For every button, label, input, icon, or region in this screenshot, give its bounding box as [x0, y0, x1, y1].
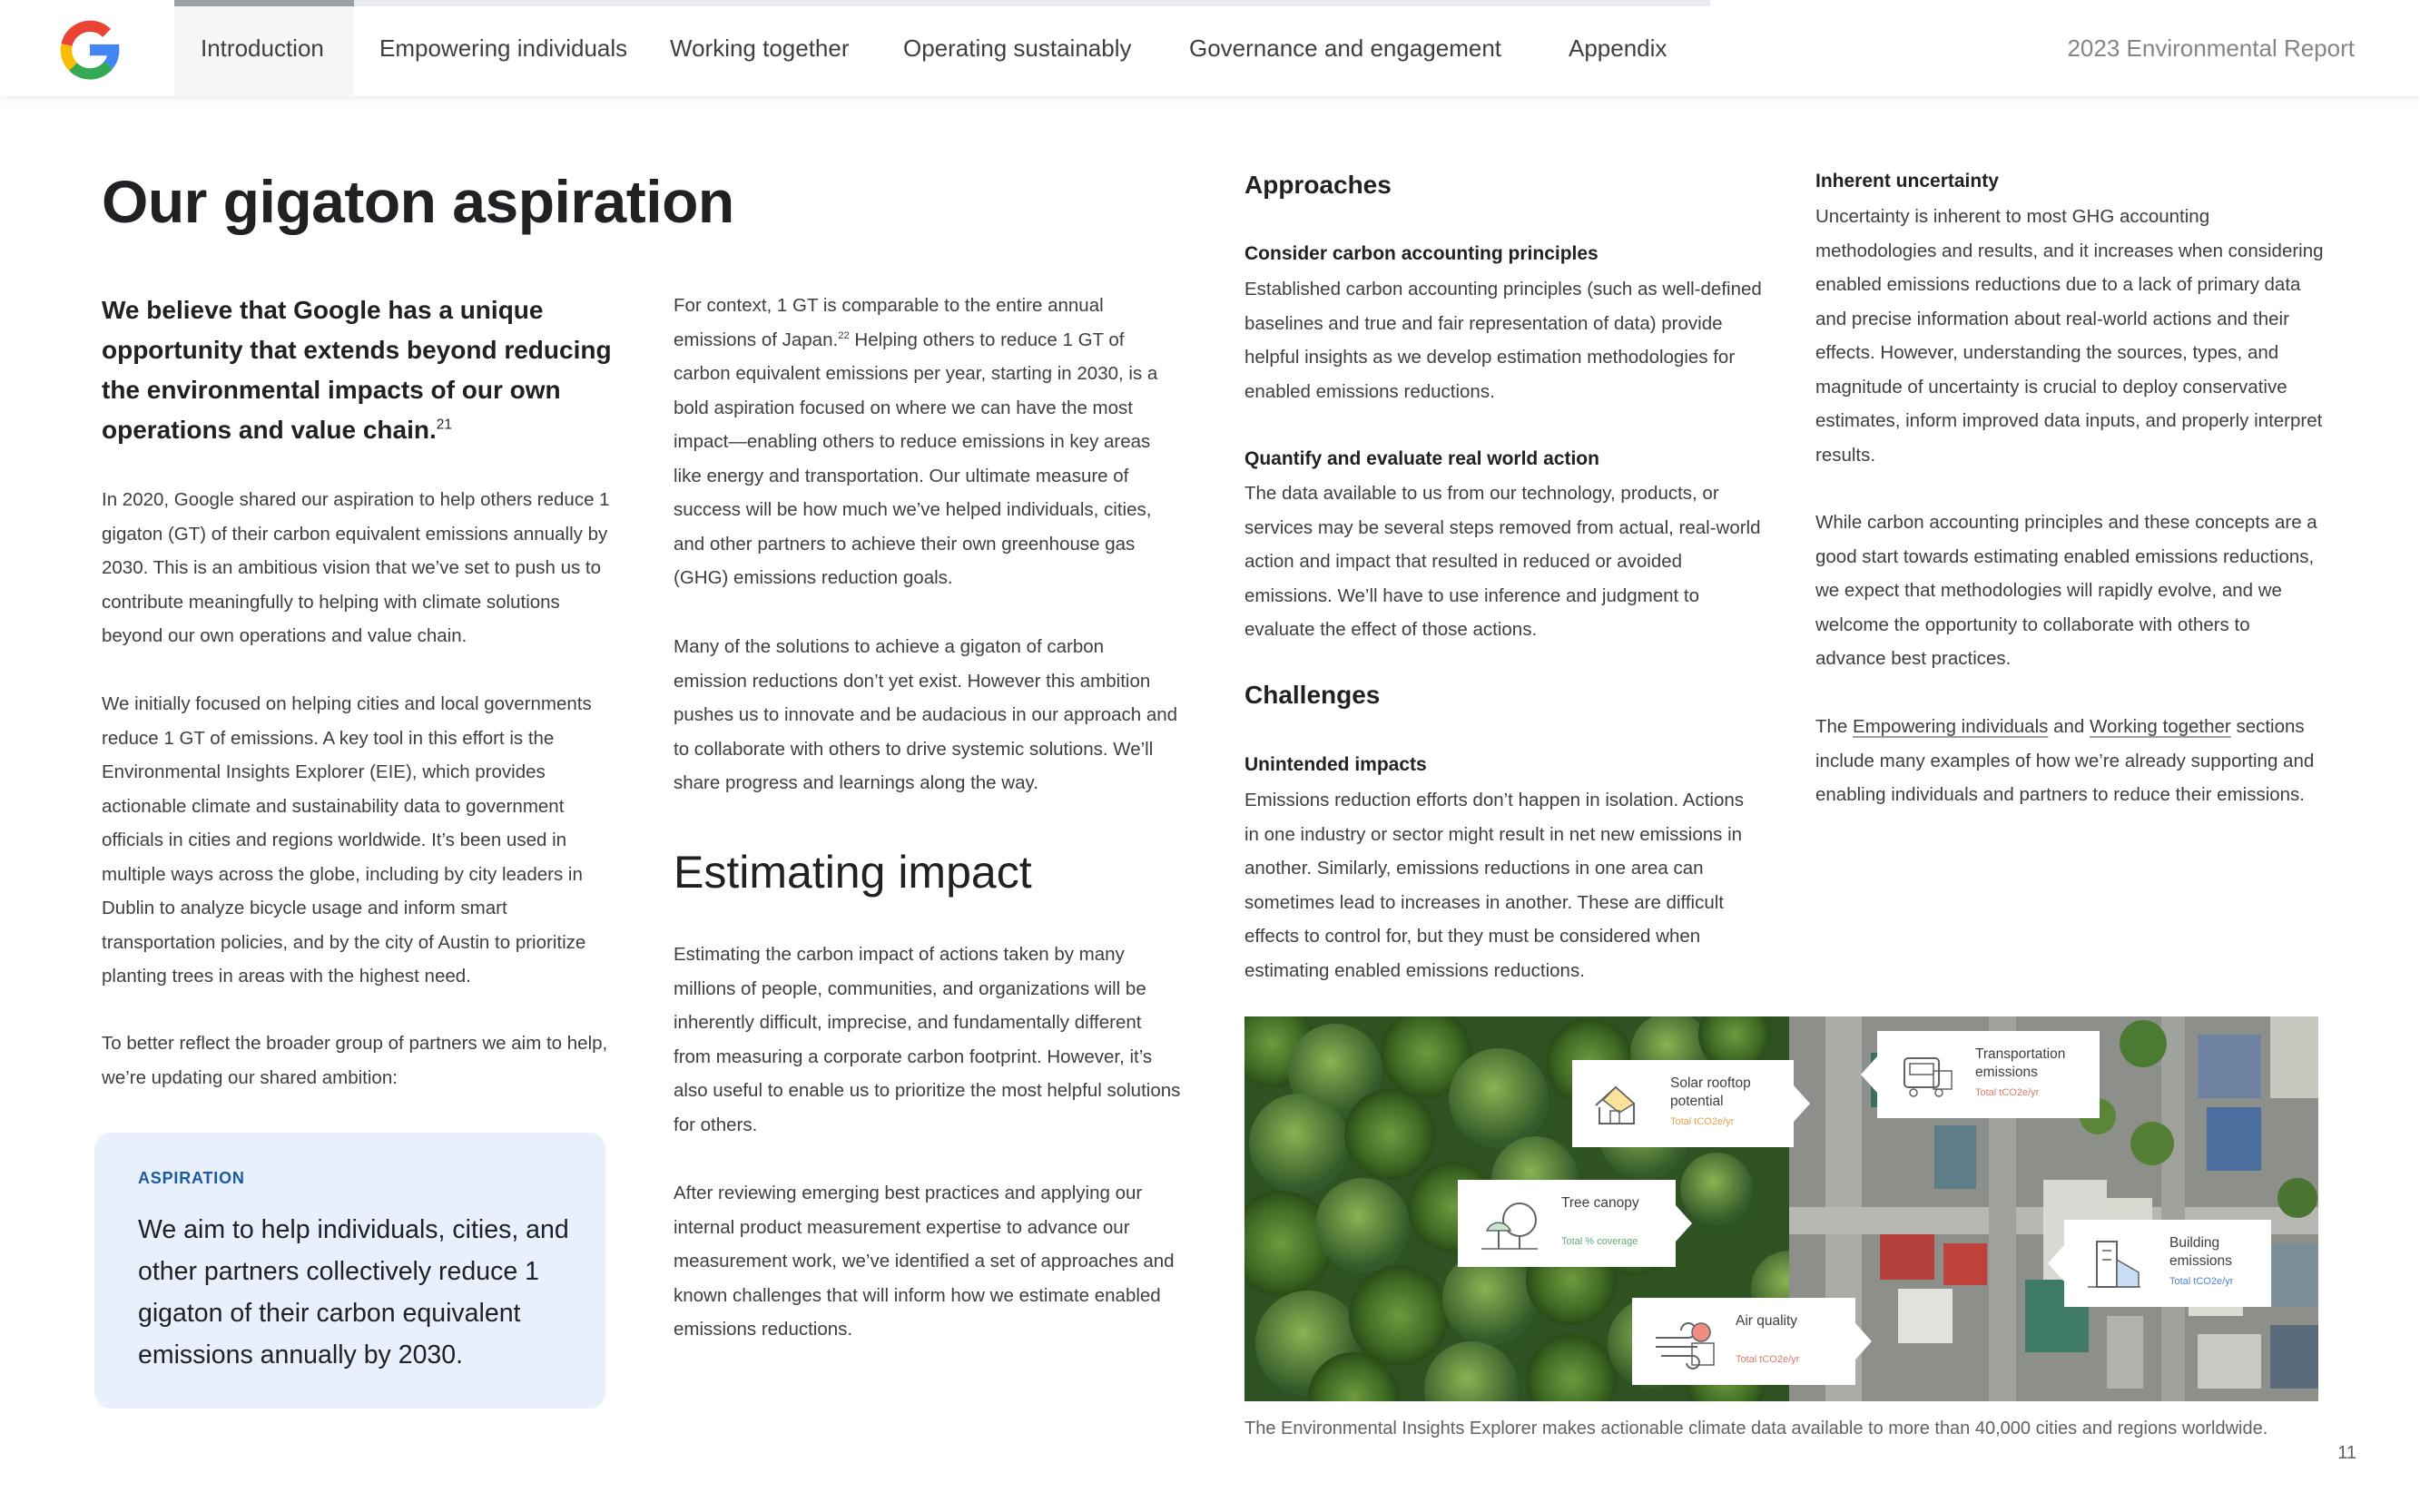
air-quality-card[interactable] [1632, 1298, 1855, 1385]
lede-text: We believe that Google has a unique opportunity that extends beyond reducing the environmental impacts of our own operations and value chain. [102, 296, 612, 444]
estimating-paragraph-2: After reviewing emerging best practices and applying our internal product measurement expertise to advance our measurement work, we’ve identified a set of approaches and known challenges that will inform how we estimate enabled emissions reductions. [674, 1183, 1175, 1340]
tree-canopy-card[interactable] [1458, 1180, 1676, 1267]
quantify-heading: Quantify and evaluate real world action [1244, 448, 1599, 469]
page-title: Our gigaton aspiration [102, 168, 734, 235]
transportation-subtitle: Total tCO2e/yr [1975, 1087, 2040, 1098]
methodologies-paragraph: While carbon accounting principles and these concepts are a good start towards estimating enabled emissions reductions, we expect that methodologies will rapidly evolve, and we welcome the opportunity to collaborate with others to advance best practices. [1815, 512, 2317, 669]
intro-paragraph-2: We initially focused on helping cities and local governments reduce 1 GT of emissions. A key tool in this effort is the Environmental Insights Explorer (EIE), which provides actionable climate and sustainability data to government officials in cities and regions worldwide. It’s been used in multiple ways across the globe, including by city leaders in Dublin to analyze bicycle usage and inform smart transportation policies, and by the city of Austin to prioritize planting trees in areas with the highest need. [102, 693, 592, 987]
solutions-paragraph: Many of the solutions to achieve a gigaton of carbon emission reductions don’t yet exist. However this ambition pushes us to innovate and be audacious in our approach and to collaborate with others to drive systemic solutions. We’ll share progress and learnings along the way. [674, 636, 1178, 793]
empowering-individuals-link[interactable]: Empowering individuals [1853, 716, 2049, 737]
sections-text-a: The [1815, 716, 1854, 737]
bus-icon [1899, 1051, 1957, 1100]
aspiration-text: We aim to help individuals, cities, and other partners collectively reduce 1 gigaton of their carbon equivalent emissions annually by 2030. [138, 1215, 569, 1370]
air-quality-title: Air quality [1736, 1313, 1798, 1329]
active-tab-indicator [174, 0, 354, 6]
sections-paragraph [1815, 710, 2324, 812]
building-emissions-title: Building emissions [2169, 1235, 2232, 1269]
intro-paragraph-1: In 2020, Google shared our aspiration to help others reduce 1 gigaton (GT) of their carbon equivalent emissions annually by 2030. This is an ambitious vision that we’ve set to push us to contribute meaningfully to helping with climate solutions beyond our own operations and value chain. [102, 489, 610, 646]
report-title: 2023 Environmental Report [2067, 34, 2355, 62]
aerial-city-photo [1244, 1016, 2318, 1401]
air-quality-subtitle: Total tCO2e/yr [1736, 1354, 1800, 1365]
context-text-a: For context, 1 GT is comparable to the entire annual emissions of Japan. [674, 295, 1104, 350]
transportation-card[interactable] [1877, 1031, 2100, 1118]
air-quality-icon [1652, 1316, 1719, 1370]
uncertainty-heading: Inherent uncertainty [1815, 171, 1999, 191]
tab-introduction[interactable]: Introduction [201, 34, 324, 62]
building-icon [2084, 1236, 2142, 1292]
quantify-paragraph: The data available to us from our technology, products, or services may be several steps removed from actual, real-world action and impact that resulted in reduced or avoided emissions. We’ll have to use inference and judgment to evaluate the effect of those actions. [1244, 483, 1761, 640]
tree-canopy-title: Tree canopy [1561, 1195, 1639, 1211]
sections-text-and: and [2048, 716, 2090, 737]
principles-heading: Consider carbon accounting principles [1244, 243, 1599, 264]
tab-working-together[interactable]: Working together [670, 34, 850, 62]
context-paragraph [674, 289, 1182, 595]
top-navigation [0, 0, 2420, 96]
tab-empowering-individuals[interactable]: Empowering individuals [379, 34, 628, 62]
uncertainty-paragraph: Uncertainty is inherent to most GHG accounting methodologies and results, and it increases when considering enabled emissions reductions due to a lack of primary data and precise information about real-world actions and their effects. However, understanding the sources, types, and magnitude of uncertainty is crucial to deploy conservative estimates, inform improved data inputs, and properly interpret results. [1815, 206, 2324, 466]
aspiration-callout [94, 1133, 605, 1409]
intro-paragraph-3: To better reflect the broader group of partners we aim to help, we’re updating our shared ambition: [102, 1033, 608, 1088]
building-emissions-subtitle: Total tCO2e/yr [2169, 1276, 2234, 1287]
card-pointer [1855, 1323, 1872, 1360]
google-logo-icon[interactable] [60, 20, 120, 80]
nav-progress-track [174, 0, 1710, 6]
page-number: 11 [2337, 1443, 2356, 1463]
unintended-impacts-paragraph: Emissions reduction efforts don’t happen in isolation. Actions in one industry or sector might result in net new emissions in another. Similarly, emissions reductions in one area can sometimes lead to increases in another. These are difficult effects to control for, but they must be considered when estimating enabled emissions reductions. [1244, 790, 1745, 981]
working-together-link[interactable]: Working together [2090, 716, 2231, 737]
tab-appendix[interactable]: Appendix [1569, 34, 1667, 62]
footnote-22[interactable]: 22 [838, 329, 850, 341]
solar-house-icon [1592, 1082, 1643, 1127]
aspiration-label: ASPIRATION [138, 1169, 245, 1187]
card-pointer [2048, 1245, 2064, 1281]
solar-rooftop-title: Solar rooftop potential [1670, 1075, 1751, 1109]
footnote-21[interactable]: 21 [436, 417, 452, 433]
estimating-impact-heading: Estimating impact [674, 847, 1032, 898]
card-pointer [1794, 1085, 1810, 1122]
tree-canopy-subtitle: Total % coverage [1561, 1236, 1638, 1247]
lede-paragraph [102, 290, 628, 450]
unintended-impacts-heading: Unintended impacts [1244, 754, 1427, 775]
figure-caption: The Environmental Insights Explorer makes actionable climate data available to more than 40,000 cities and regions worldwide. [1244, 1419, 2268, 1438]
card-pointer [1861, 1056, 1877, 1093]
solar-rooftop-subtitle: Total tCO2e/yr [1670, 1116, 1735, 1127]
solar-rooftop-card[interactable] [1572, 1060, 1794, 1147]
sections-text-b: sections include many examples of how we’re already supporting and enabling individuals and partners to reduce their emissions. [1815, 716, 2315, 805]
card-pointer [1676, 1205, 1692, 1242]
transportation-title: Transportation emissions [1975, 1046, 2066, 1080]
tab-operating-sustainably[interactable]: Operating sustainably [903, 34, 1132, 62]
context-text-b: Helping others to reduce 1 GT of carbon equivalent emissions per year, starting in 2030, is a bold aspiration focused on where we can have the most impact—enabling others to reduce emissions in key areas like energy and transportation. Our ultimate measure of success will be how much we’ve helped individuals, cities, and other partners to achieve their own greenhouse gas (GHG) emissions reduction goals. [674, 329, 1158, 588]
tree-icon [1478, 1198, 1541, 1252]
building-emissions-card[interactable] [2064, 1220, 2271, 1307]
tab-governance-and-engagement[interactable]: Governance and engagement [1189, 34, 1502, 62]
principles-paragraph: Established carbon accounting principles (such as well-defined baselines and true and fair representation of data) provide helpful insights as we develop estimation methodologies for enabled emissions reductions. [1244, 279, 1762, 402]
estimating-paragraph-1: Estimating the carbon impact of actions taken by many millions of people, communities, and organizations will be inherently difficult, imprecise, and fundamentally different from measuring a corporate carbon footprint. However, it’s also useful to enable us to prioritize the most helpful solutions for others. [674, 944, 1181, 1135]
challenges-heading: Challenges [1244, 681, 1381, 709]
approaches-heading: Approaches [1244, 171, 1392, 199]
